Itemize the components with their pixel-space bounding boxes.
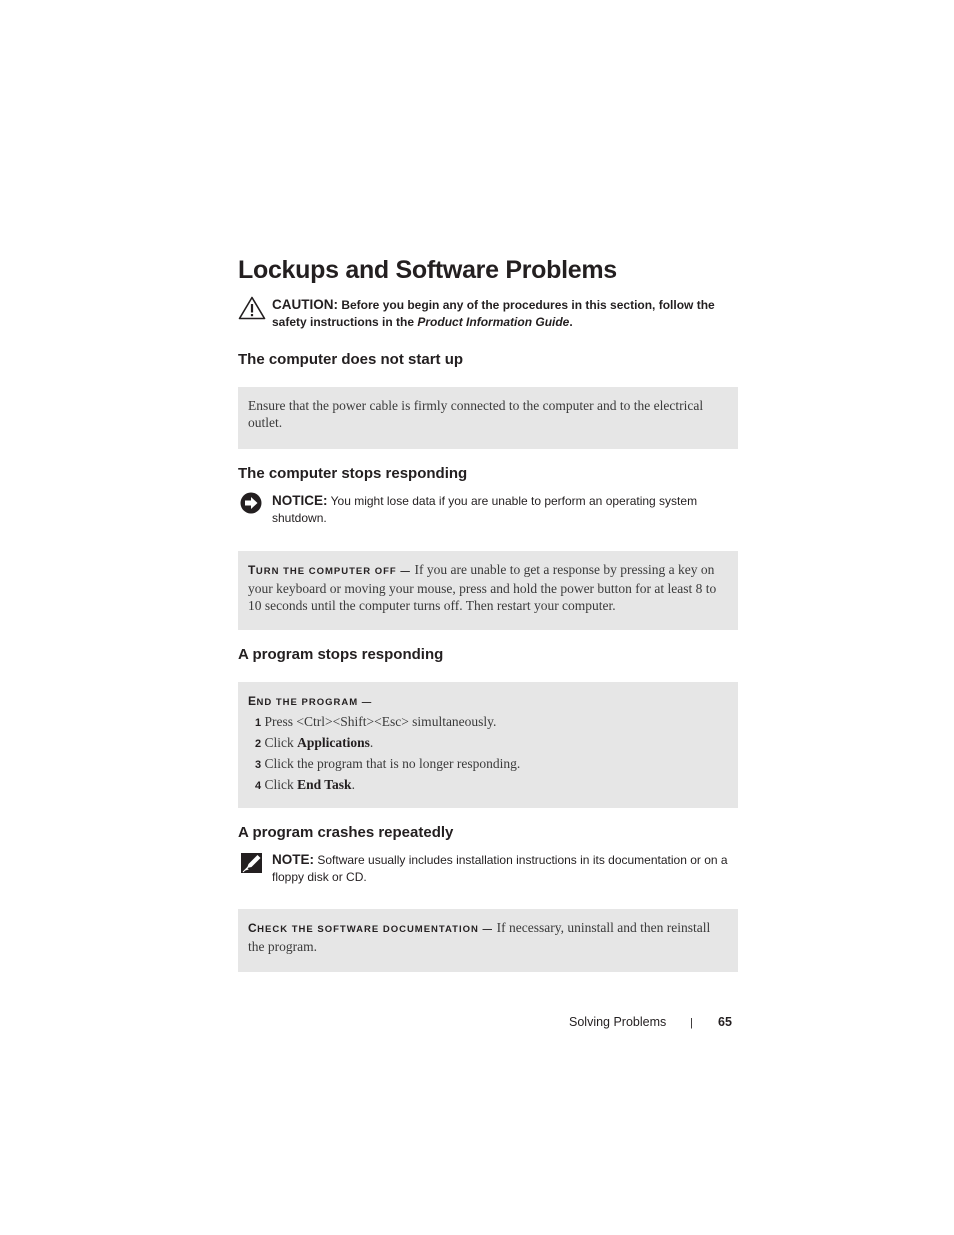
solution-heading-initial: E — [248, 694, 257, 708]
solution-box-check-software — [238, 909, 738, 972]
note-label: NOTE: — [272, 852, 314, 867]
solution-heading-rest: HECK THE SOFTWARE DOCUMENTATION — [257, 924, 479, 935]
step-text: Press <Ctrl><Shift><Esc> simultaneously. — [261, 714, 497, 729]
solution-text: If you are unable to get a response by pressing a key on your keyboard or moving your mouse, press and hold the power button for at least 8 to 10 seconds until the computer turns off. Then restart your computer. — [248, 562, 717, 613]
step-number: 2 — [255, 738, 262, 750]
step-text: Click the program that is no longer responding. — [261, 756, 521, 771]
step-ui-element: End Task — [297, 777, 352, 792]
solution-heading-initial: C — [248, 921, 258, 935]
solution-heading-end-program — [248, 692, 728, 712]
solution-heading-dash: — — [396, 566, 415, 577]
step-number: 4 — [255, 780, 262, 792]
footer-separator: | — [690, 1017, 693, 1029]
solution-heading-dash: — — [358, 697, 373, 708]
footer-section-name: Solving Problems — [569, 1015, 667, 1029]
note-block — [238, 851, 738, 887]
step-number: 3 — [255, 759, 262, 771]
caution-end: . — [569, 315, 573, 329]
notice-block — [238, 492, 738, 528]
heading-program-stops-responding: A program stops responding — [238, 646, 444, 663]
step-text: Click — [261, 735, 298, 750]
caution-text — [272, 296, 732, 331]
caution-triangle-icon — [238, 296, 266, 320]
heading-computer-stops-responding: The computer stops responding — [238, 465, 468, 482]
heading-computer-not-start: The computer does not start up — [238, 351, 464, 368]
solution-heading-check-software — [248, 921, 497, 935]
step-item — [248, 754, 728, 775]
notice-text — [272, 492, 732, 527]
caution-body: Before you begin any of the procedures in this section, follow the safety instructions in the — [272, 298, 715, 329]
page-title: Lockups and Software Problems — [238, 256, 617, 284]
solution-heading-rest: URN THE COMPUTER OFF — [255, 566, 397, 577]
solution-heading-initial: T — [248, 563, 256, 577]
solution-text: Ensure that the power cable is firmly connected to the computer and to the electrical outlet. — [248, 398, 704, 430]
step-item — [248, 712, 728, 733]
step-text: Click — [261, 777, 298, 792]
solution-heading-rest: ND THE PROGRAM — [256, 697, 359, 708]
notice-body: You might lose data if you are unable to perform an operating system shutdown. — [272, 494, 698, 525]
note-text — [272, 851, 732, 886]
caution-guide-title: Product Information Guide — [417, 315, 570, 329]
step-ui-element: Applications — [297, 735, 370, 750]
solution-heading-dash: — — [478, 924, 497, 935]
step-number: 1 — [255, 717, 262, 729]
solution-heading-turn-off — [248, 563, 415, 577]
footer-page-number: 65 — [718, 1015, 732, 1029]
notice-label: NOTICE: — [272, 493, 328, 508]
solution-box-power-cable — [238, 387, 738, 449]
heading-program-crashes: A program crashes repeatedly — [238, 824, 454, 841]
notice-arrow-icon — [239, 492, 265, 516]
solution-box-end-program — [238, 682, 738, 808]
solution-text: If necessary, uninstall and then reinstall the program. — [248, 920, 711, 954]
note-pencil-icon — [240, 851, 266, 875]
caution-label: CAUTION: — [272, 297, 338, 312]
step-item — [248, 733, 728, 754]
caution-block — [238, 296, 738, 332]
step-text-end: . — [369, 735, 374, 750]
solution-box-turn-off — [238, 551, 738, 630]
note-body: Software usually includes installation instructions in its documentation or on a floppy disk or CD. — [272, 853, 728, 884]
step-text-end: . — [351, 777, 355, 792]
step-item — [248, 775, 728, 796]
